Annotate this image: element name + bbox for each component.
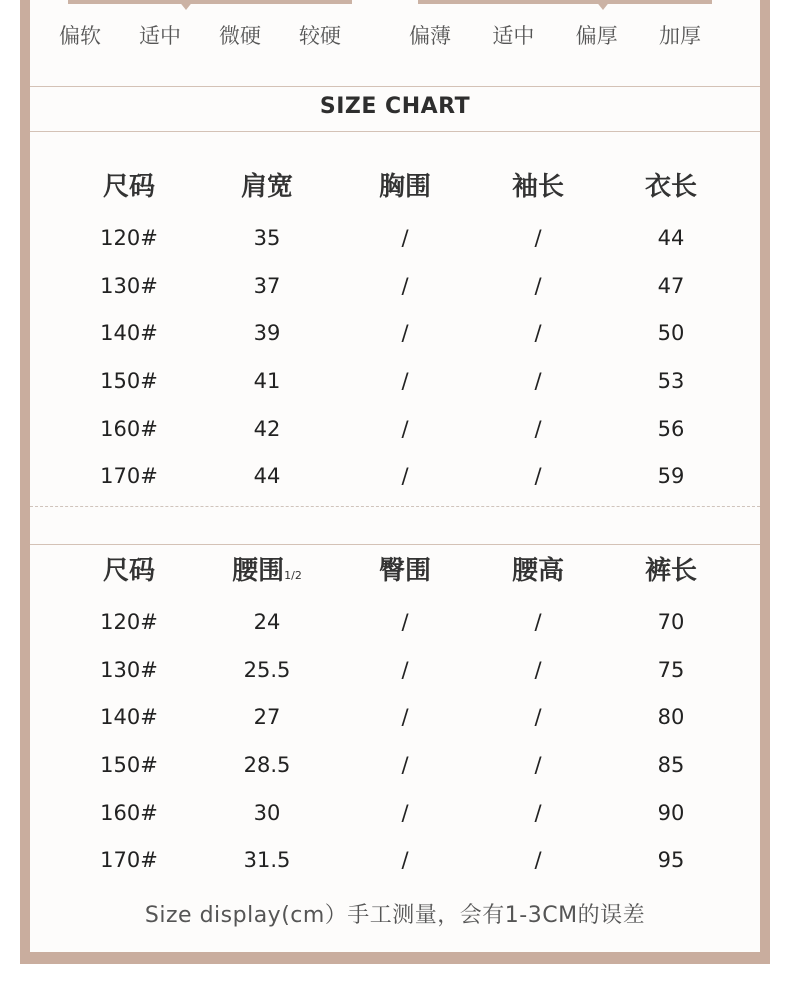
table-cell: / bbox=[534, 225, 542, 250]
table-cell: 160# bbox=[100, 416, 158, 441]
table-row bbox=[60, 598, 740, 646]
table-cell: 170# bbox=[100, 464, 158, 489]
table-row bbox=[60, 741, 740, 789]
table-cell: / bbox=[401, 368, 409, 393]
softness-label: 较硬 bbox=[299, 24, 341, 48]
measurement-note: Size display(cm）手工测量，会有1-3CM的误差 bbox=[144, 903, 646, 928]
thickness-label: 偏薄 bbox=[409, 24, 451, 48]
softness-label: 偏软 bbox=[59, 24, 101, 48]
table-cell: 35 bbox=[253, 225, 281, 250]
table-cell: / bbox=[534, 464, 542, 489]
column-header-waist bbox=[198, 538, 336, 598]
table-row bbox=[60, 357, 740, 405]
table-cell: 120# bbox=[100, 225, 158, 250]
column-header: 衣长 bbox=[644, 171, 697, 202]
page-title: SIZE CHART bbox=[319, 94, 471, 119]
table-cell: 75 bbox=[657, 657, 685, 682]
table-cell: / bbox=[401, 273, 409, 298]
table-row bbox=[60, 309, 740, 357]
table-cell: / bbox=[401, 657, 409, 682]
column-header: 袖长 bbox=[511, 171, 564, 202]
table-cell: 95 bbox=[657, 848, 685, 873]
table-cell: 90 bbox=[657, 800, 685, 825]
table-cell: 150# bbox=[100, 752, 158, 777]
table-cell: 56 bbox=[657, 416, 685, 441]
table-cell: 44 bbox=[657, 225, 685, 250]
table-cell: 120# bbox=[100, 609, 158, 634]
dashed-divider bbox=[30, 506, 760, 507]
table-cell: 28.5 bbox=[243, 752, 291, 777]
table-cell: / bbox=[534, 609, 542, 634]
table-cell: 160# bbox=[100, 800, 158, 825]
softness-label: 适中 bbox=[139, 24, 181, 48]
column-header: 尺码 bbox=[102, 171, 155, 202]
column-header: 臀围 bbox=[378, 555, 431, 586]
table-cell: / bbox=[534, 416, 542, 441]
table-row bbox=[60, 405, 740, 453]
table-cell: 24 bbox=[253, 609, 281, 634]
table-cell: / bbox=[401, 464, 409, 489]
table-cell: / bbox=[401, 848, 409, 873]
table-cell: 140# bbox=[100, 705, 158, 730]
table-cell: 39 bbox=[253, 321, 281, 346]
table-row bbox=[60, 646, 740, 694]
table-cell: / bbox=[534, 705, 542, 730]
thickness-scale-marker bbox=[595, 0, 611, 10]
softness-scale bbox=[40, 0, 360, 60]
table-cell: 44 bbox=[253, 464, 281, 489]
column-header: 裤长 bbox=[644, 555, 697, 586]
table-cell: 42 bbox=[253, 416, 281, 441]
table-cell: 47 bbox=[657, 273, 685, 298]
divider bbox=[30, 131, 760, 132]
column-header: 胸围 bbox=[378, 171, 431, 202]
thickness-label: 适中 bbox=[492, 24, 535, 48]
table-cell: 150# bbox=[100, 368, 158, 393]
table-cell: / bbox=[401, 752, 409, 777]
table-cell: / bbox=[401, 609, 409, 634]
table-header-row bbox=[60, 538, 740, 598]
table-cell: 85 bbox=[657, 752, 685, 777]
table-cell: 50 bbox=[657, 321, 685, 346]
column-header: 尺码 bbox=[102, 555, 155, 586]
table-row bbox=[60, 452, 740, 500]
table-cell: / bbox=[534, 657, 542, 682]
table-cell: 30 bbox=[253, 800, 281, 825]
table-row bbox=[60, 693, 740, 741]
thickness-scale bbox=[390, 0, 720, 60]
column-header: 腰高 bbox=[511, 555, 564, 586]
table-cell: / bbox=[401, 416, 409, 441]
table-cell: / bbox=[534, 321, 542, 346]
softness-scale-bar bbox=[68, 0, 352, 4]
column-header-label: 腰围 bbox=[232, 555, 285, 586]
divider bbox=[30, 86, 760, 87]
table-header-row bbox=[60, 154, 740, 214]
table-cell: 31.5 bbox=[243, 848, 291, 873]
table-cell: / bbox=[534, 368, 542, 393]
table-cell: 37 bbox=[253, 273, 281, 298]
table-cell: / bbox=[401, 321, 409, 346]
table-cell: / bbox=[534, 800, 542, 825]
table-cell: 27 bbox=[253, 705, 281, 730]
table-row bbox=[60, 836, 740, 884]
top-size-table bbox=[60, 154, 740, 500]
table-cell: / bbox=[534, 273, 542, 298]
table-cell: 130# bbox=[100, 273, 158, 298]
half-measure-note: 1/2 bbox=[284, 568, 302, 582]
table-cell: 140# bbox=[100, 321, 158, 346]
table-cell: 25.5 bbox=[243, 657, 291, 682]
table-cell: 41 bbox=[253, 368, 281, 393]
thickness-label: 加厚 bbox=[658, 24, 701, 48]
column-header: 肩宽 bbox=[240, 171, 293, 202]
table-cell: 53 bbox=[657, 368, 685, 393]
table-cell: / bbox=[401, 705, 409, 730]
softness-scale-marker bbox=[178, 0, 194, 10]
bottom-size-table bbox=[60, 538, 740, 884]
softness-label: 微硬 bbox=[219, 24, 261, 48]
table-cell: / bbox=[401, 800, 409, 825]
table-cell: / bbox=[401, 225, 409, 250]
table-cell: 80 bbox=[657, 705, 685, 730]
table-cell: 170# bbox=[100, 848, 158, 873]
table-row bbox=[60, 214, 740, 262]
thickness-scale-bar bbox=[418, 0, 712, 4]
table-cell: 130# bbox=[100, 657, 158, 682]
table-row bbox=[60, 262, 740, 310]
table-cell: 59 bbox=[657, 464, 685, 489]
table-row bbox=[60, 789, 740, 837]
table-cell: / bbox=[534, 848, 542, 873]
thickness-label: 偏厚 bbox=[575, 24, 618, 48]
table-cell: / bbox=[534, 752, 542, 777]
table-cell: 70 bbox=[657, 609, 685, 634]
